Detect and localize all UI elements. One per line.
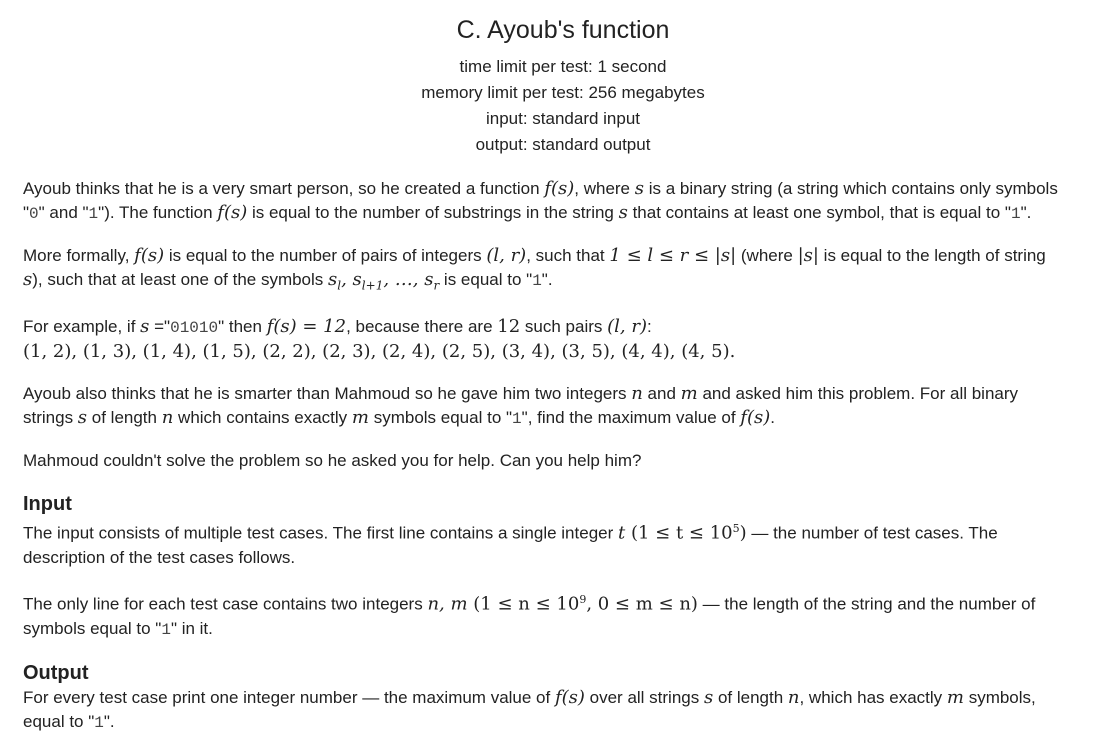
text: over all strings bbox=[584, 687, 704, 707]
statement-paragraph-2-line-2 bbox=[23, 268, 1101, 297]
text: is a binary string (a string which contains only symbols bbox=[644, 179, 1058, 198]
math: n bbox=[787, 686, 800, 708]
text: =" bbox=[149, 317, 171, 337]
problem-statement bbox=[23, 177, 1101, 735]
math: (1, 2), (1, 3), (1, 4), (1, 5), (2, 2), (2, 3), (2, 4), (2, 5), (3, 4), (3, 5), (4, 4), (4, 5). bbox=[23, 341, 736, 363]
text: More formally, bbox=[23, 246, 135, 265]
statement-paragraph-4-line-2 bbox=[23, 406, 1101, 431]
text: symbols, bbox=[963, 687, 1036, 707]
example-pairs bbox=[23, 340, 1101, 364]
time-limit: time limit per test: 1 second bbox=[459, 57, 667, 76]
text: — the length of the string and the number of bbox=[697, 594, 1036, 614]
text: ), such that at least one of the symbols bbox=[32, 270, 329, 289]
output-paragraph-line-2 bbox=[23, 710, 1101, 735]
math: f(s) bbox=[217, 202, 248, 223]
text: (where bbox=[736, 246, 798, 265]
output-paragraph bbox=[23, 686, 1101, 710]
text: — the number of test cases. The bbox=[746, 524, 998, 544]
text: is equal to " bbox=[439, 270, 533, 289]
math: , 0 ≤ m ≤ n) bbox=[586, 593, 698, 615]
problem-title: C. Ayoub's function bbox=[456, 16, 670, 44]
text: such pairs bbox=[520, 317, 608, 337]
math: m bbox=[946, 686, 964, 708]
statement-paragraph-1 bbox=[23, 177, 1101, 201]
math: s bbox=[77, 407, 88, 429]
output-spec: output: standard output bbox=[475, 135, 651, 154]
text: " then bbox=[218, 317, 267, 337]
code: 0 bbox=[29, 205, 39, 223]
math: s bbox=[618, 202, 628, 223]
math: , …, s bbox=[383, 269, 434, 290]
text: The input consists of multiple test cases. The first line contains a single integer bbox=[23, 524, 618, 544]
text: " and " bbox=[38, 203, 89, 222]
text: of length bbox=[87, 408, 162, 428]
text: The only line for each test case contains two integers bbox=[23, 594, 428, 614]
math: 1 ≤ l ≤ r ≤ |s| bbox=[609, 245, 737, 266]
text: , such that bbox=[526, 246, 610, 265]
text: ". bbox=[1020, 203, 1032, 222]
text: Ayoub thinks that he is a very smart person, so he created a function bbox=[23, 179, 545, 198]
input-paragraph-2 bbox=[23, 588, 1101, 617]
code: 1 bbox=[532, 272, 542, 290]
text: which contains exactly bbox=[173, 408, 352, 428]
math: t bbox=[617, 523, 626, 545]
text: ". bbox=[103, 711, 115, 731]
math: f(s) bbox=[554, 686, 585, 708]
input-spec: input: standard input bbox=[485, 109, 641, 128]
code: 1 bbox=[94, 713, 104, 732]
output-section-title: Output bbox=[23, 661, 89, 684]
math: ) bbox=[739, 523, 747, 545]
statement-paragraph-2 bbox=[23, 244, 1101, 268]
text: "). The function bbox=[98, 203, 218, 222]
math: (1 ≤ n ≤ 10 bbox=[467, 593, 580, 615]
math-subscript: r bbox=[433, 278, 440, 293]
math-superscript: 9 bbox=[579, 593, 587, 607]
math: s bbox=[23, 269, 33, 290]
code: 1 bbox=[512, 410, 522, 429]
math: f(s) bbox=[544, 178, 575, 199]
input-section-title: Input bbox=[23, 493, 72, 516]
text: ". bbox=[541, 270, 553, 289]
math: f(s) = 12 bbox=[266, 316, 347, 338]
math: (l, r) bbox=[486, 245, 527, 266]
text: , which has exactly bbox=[799, 687, 947, 707]
text: " bbox=[23, 203, 30, 222]
math: n, m bbox=[427, 593, 468, 615]
code: 1 bbox=[88, 205, 99, 223]
text: symbols equal to " bbox=[368, 408, 513, 428]
text: equal to " bbox=[23, 711, 95, 731]
text: : bbox=[646, 317, 652, 337]
math: s bbox=[634, 178, 644, 199]
math-subscript: l bbox=[337, 278, 342, 293]
math-subscript: l+1 bbox=[361, 278, 384, 293]
text: , where bbox=[574, 179, 635, 198]
statement-paragraph-1-line-2 bbox=[23, 201, 1101, 226]
math: s bbox=[328, 269, 338, 290]
math: m bbox=[680, 383, 698, 405]
memory-limit: memory limit per test: 256 megabytes bbox=[421, 83, 705, 102]
text: For example, if bbox=[23, 317, 141, 337]
code: 01010 bbox=[170, 319, 219, 338]
math: (l, r) bbox=[607, 316, 647, 338]
text: is equal to the number of pairs of integers bbox=[164, 246, 487, 265]
text: is equal to the length of string bbox=[818, 246, 1046, 265]
math: s bbox=[703, 686, 714, 708]
math: f(s) bbox=[740, 407, 771, 429]
math: (1 ≤ t ≤ 10 bbox=[625, 523, 733, 545]
statement-paragraph-4 bbox=[23, 382, 1101, 406]
problem-header bbox=[0, 14, 1108, 158]
text: that contains at least one symbol, that is equal to " bbox=[627, 203, 1011, 222]
statement-paragraph-5: Mahmoud couldn't solve the problem so he asked you for help. Can you help him? bbox=[23, 451, 642, 471]
text: ", find the maximum value of bbox=[521, 408, 741, 428]
text: and asked him this problem. For all binary bbox=[697, 384, 1019, 404]
input-paragraph-1-line-2: description of the test cases follows. bbox=[23, 548, 296, 568]
math: f(s) bbox=[134, 245, 165, 266]
text: of length bbox=[713, 687, 788, 707]
code: 1 bbox=[1010, 205, 1021, 223]
text: Ayoub also thinks that he is smarter than Mahmoud so he gave him two integers bbox=[23, 384, 632, 404]
input-paragraph-1 bbox=[23, 517, 1101, 546]
code: 1 bbox=[161, 620, 171, 639]
text: symbols equal to " bbox=[23, 618, 162, 638]
math: n bbox=[631, 383, 643, 405]
math: s bbox=[140, 316, 150, 338]
math: , s bbox=[341, 269, 362, 290]
math: |s| bbox=[797, 245, 819, 266]
text: is equal to the number of substrings in the string bbox=[247, 203, 619, 222]
text: " in it. bbox=[170, 618, 213, 638]
math: n bbox=[161, 407, 174, 429]
text: and bbox=[642, 384, 681, 404]
math: m bbox=[351, 407, 369, 429]
text: , because there are bbox=[346, 317, 498, 337]
text: strings bbox=[23, 408, 78, 428]
math: 12 bbox=[497, 316, 521, 338]
math-superscript: 5 bbox=[732, 522, 740, 536]
statement-paragraph-3 bbox=[23, 315, 1101, 340]
text: . bbox=[770, 408, 775, 428]
text: For every test case print one integer number — the maximum value of bbox=[23, 687, 555, 707]
input-paragraph-2-line-2 bbox=[23, 617, 1101, 642]
